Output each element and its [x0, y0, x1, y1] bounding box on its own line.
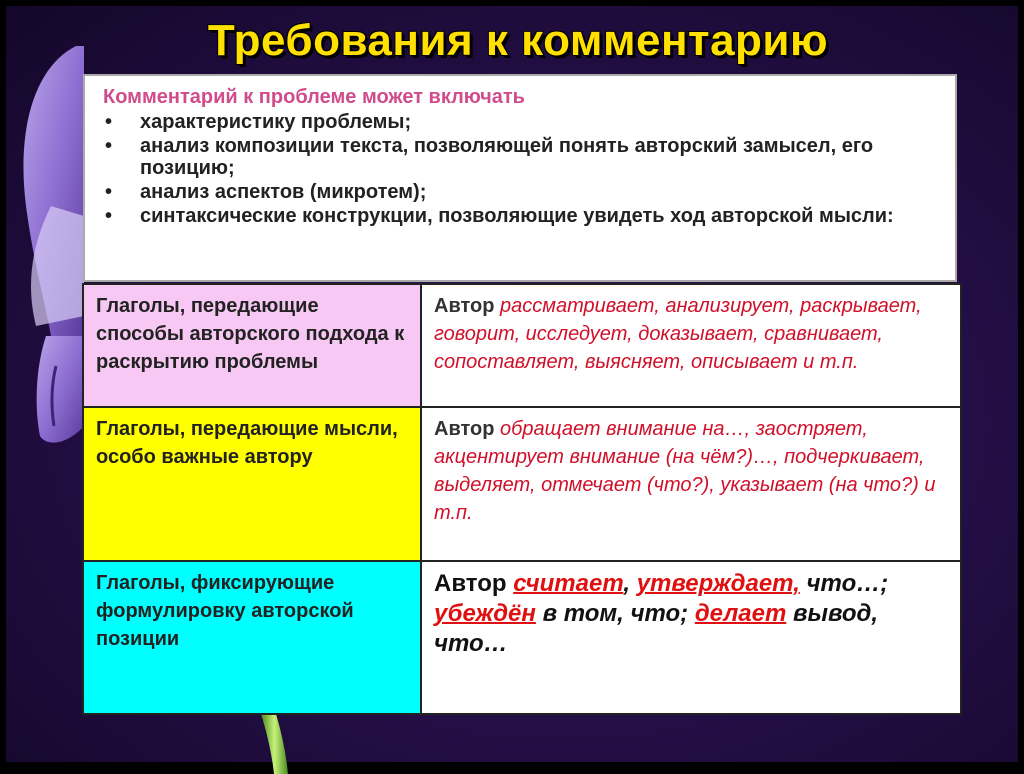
intro-box [83, 74, 957, 282]
position-phrase [434, 569, 952, 659]
bullet-icon: • [105, 205, 113, 227]
list-item-text: анализ аспектов (микротем); [140, 181, 427, 203]
verbs-table [82, 283, 962, 715]
phrase-text: что…; [806, 570, 889, 597]
verbs-list: рассматривает, анализирует, раскрывает, говорит, исследует, доказывает, сравнивает, сопоставляет, выясняет, описывает и т.п. [434, 295, 922, 373]
list-item [103, 181, 937, 203]
category-cell: Глаголы, фиксирующие формулировку авторской позиции [83, 561, 421, 714]
examples-cell [421, 561, 961, 714]
author-word: Автор [434, 295, 495, 317]
list-item [103, 135, 937, 179]
comma: , [623, 570, 631, 597]
bullet-icon: • [105, 135, 113, 157]
intro-list [103, 111, 937, 227]
table-row [83, 284, 961, 407]
list-item-text: характеристику проблемы; [140, 111, 412, 133]
category-cell: Глаголы, передающие мысли, особо важные автору [83, 407, 421, 561]
list-item-text: синтаксические конструкции, позволяющие увидеть ход авторской мысли: [140, 205, 894, 227]
table-row [83, 561, 961, 714]
list-item-text: анализ композиции текста, позволяющей понять авторский замысел, его позицию; [140, 135, 874, 179]
verbs-list: обращает внимание на…, заостряет, акцентирует внимание (на чём?)…, подчеркивает, выделяет, отмечает (что?), указывает (на что?) и т.п. [434, 418, 936, 524]
author-word: Автор [434, 418, 495, 440]
author-word: Автор [434, 570, 507, 597]
intro-heading: Комментарий к проблеме может включать [103, 86, 525, 108]
verb-makes: делает [694, 600, 787, 627]
examples-cell [421, 407, 961, 561]
page-title: Требования к комментарию [207, 16, 829, 65]
phrase-text: вывод, что… [434, 600, 879, 657]
category-cell: Глаголы, передающие способы авторского подхода к раскрытию проблемы [83, 284, 421, 407]
verb-asserts: утверждает, [636, 570, 800, 597]
table-row [83, 407, 961, 561]
list-item [103, 111, 937, 133]
phrase-text: в том, что; [542, 600, 689, 627]
verb-convinced: убеждён [434, 600, 536, 627]
bullet-icon: • [105, 181, 113, 203]
bullet-icon: • [105, 111, 113, 133]
verb-considers: считает [513, 570, 624, 597]
list-item [103, 205, 937, 227]
examples-cell [421, 284, 961, 407]
